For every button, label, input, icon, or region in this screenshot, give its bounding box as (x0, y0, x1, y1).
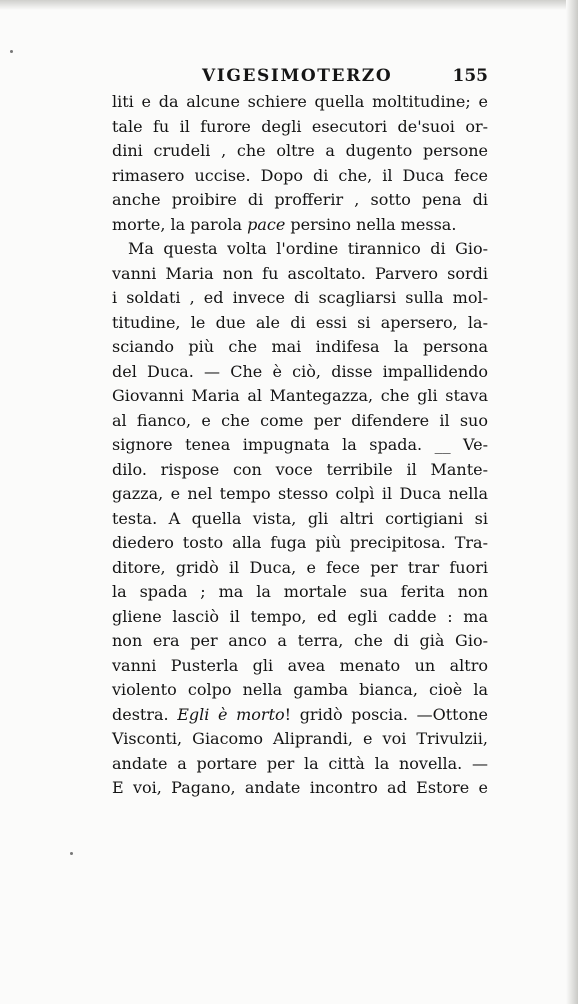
text-line: Giovanni Maria al Mantegazza, che gli stava (112, 386, 488, 405)
text-line: la spada ; ma la mortale sua ferita non (112, 582, 488, 601)
text-run: destra. (112, 704, 178, 724)
body-text (112, 90, 488, 801)
text-line: Ma questa volta l'ordine tirannico di Gio- (128, 239, 488, 258)
text-line: al fianco, e che come per difendere il suo (112, 410, 488, 430)
running-title: VIGESIMOTERZO (202, 66, 393, 86)
text-line: rimasero uccise. Dopo di che, il Duca fece (112, 165, 488, 185)
text-line: vanni Pusterla gli avea menato un altro (112, 655, 488, 675)
text-line (112, 213, 488, 238)
text-run: morte, la parola (112, 214, 248, 234)
text-line: i soldati , ed invece di scagliarsi sulla mol- (112, 288, 488, 307)
text-line: gazza, e nel tempo stesso colpì il Duca nella (112, 484, 488, 503)
text-line: Visconti, Giacomo Aliprandi, e voi Trivulzii, (112, 729, 488, 748)
italic-word: pace (247, 214, 286, 234)
text-line: non era per anco a terra, che di già Gio- (112, 631, 488, 650)
text-line: dini crudeli , che oltre a dugento persone (112, 141, 488, 160)
text-line: gliene lasciò il tempo, ed egli cadde : ma (112, 606, 488, 626)
text-line: ditore, gridò il Duca, e fece per trar fuori (112, 557, 488, 577)
paper-speck (70, 852, 73, 855)
text-line (112, 703, 488, 728)
text-line: del Duca. — Che è ciò, disse impallidendo (112, 361, 488, 381)
text-line: dilo. rispose con voce terribile il Mante- (112, 459, 488, 479)
paper-speck (10, 50, 13, 53)
text-line: testa. A quella vista, gli altri cortigiani si (112, 508, 488, 528)
text-run: ! gridò poscia. —Ottone (284, 704, 488, 724)
text-run: persino nella messa. (285, 214, 457, 234)
text-line: vanni Maria non fu ascoltato. Parvero sordi (112, 263, 488, 283)
text-line: E voi, Pagano, andate incontro ad Estore e (112, 778, 488, 797)
text-line: andate a portare per la città la novella. — (112, 753, 488, 773)
text-line: titudine, le due ale di essi si apersero, la- (112, 312, 488, 332)
text-line: signore tenea impugnata la spada. __ Ve- (112, 435, 488, 454)
text-line: violento colpo nella gamba bianca, cioè la (112, 680, 488, 699)
text-line: sciando più che mai indifesa la persona (112, 337, 488, 356)
text-line: liti e da alcune schiere quella moltitudine; e (112, 92, 488, 111)
italic-phrase: Egli è morto (177, 704, 285, 724)
page-top-edge (0, 0, 578, 10)
text-line: anche proibire di profferir , sotto pena di (112, 190, 488, 209)
text-line: tale fu il furore degli esecutori de'suoi or- (112, 116, 488, 136)
page-number: 155 (452, 66, 488, 86)
page-right-edge (566, 0, 578, 1004)
page-header (112, 66, 488, 90)
text-line: diedero tosto alla fuga più precipitosa. Tra- (112, 533, 488, 552)
